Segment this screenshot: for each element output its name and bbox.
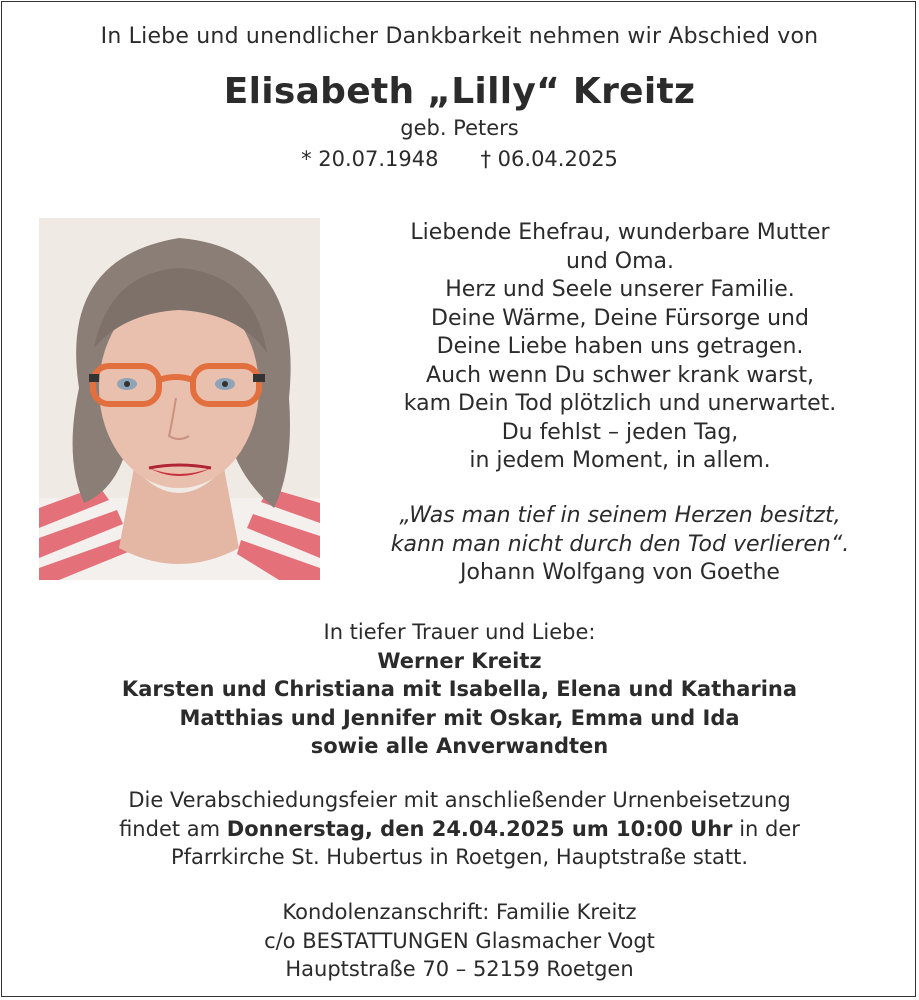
poem-line: Deine Wärme, Deine Fürsorge und (431, 305, 809, 331)
mourner-line: sowie alle Anverwandten (310, 734, 609, 758)
poem-line: und Oma. (565, 248, 675, 274)
intro-text: In Liebe und unendlicher Dankbarkeit nehmen wir Abschied von (100, 24, 819, 49)
poem-line: Auch wenn Du schwer krank warst, (426, 362, 814, 388)
condolence-line: Hauptstraße 70 – 52159 Roetgen (285, 957, 634, 981)
maiden-name: geb. Peters (400, 116, 519, 140)
service-line: Die Verabschiedungsfeier mit anschließender Urnenbeisetzung (128, 788, 791, 812)
mourner-line: Matthias und Jennifer mit Oskar, Emma und Ida (179, 705, 740, 730)
quote-author: Johann Wolfgang von Goethe (460, 560, 780, 585)
service-line (0, 815, 919, 844)
life-dates (0, 147, 919, 171)
quote-line: kann man nicht durch den Tod verlieren“. (390, 531, 850, 557)
service-text: findet am (119, 816, 227, 841)
mourners (0, 618, 919, 761)
deceased-name: Elisabeth „Lilly“ Kreitz (223, 71, 696, 112)
poem-line: kam Dein Tod plötzlich und unerwartet. (403, 391, 837, 416)
mourner-line: Karsten und Christiana mit Isabella, Elena und Katharina (121, 677, 798, 701)
birth-date: * 20.07.1948 (301, 147, 439, 171)
mourners-heading: In tiefer Trauer und Liebe: (323, 620, 596, 644)
poem-line: Deine Liebe haben uns getragen. (436, 334, 804, 359)
funeral-service (0, 786, 919, 872)
service-date: Donnerstag, den 24.04.2025 um 10:00 Uhr (226, 816, 733, 841)
portrait-photo (39, 218, 320, 580)
quote-line: „Was man tief in seinem Herzen besitzt, (399, 503, 841, 528)
goethe-quote (360, 502, 880, 588)
poem-line: Herz und Seele unserer Familie. (445, 277, 795, 302)
poem (360, 219, 880, 476)
poem-line: in jedem Moment, in allem. (469, 448, 771, 473)
death-date: † 06.04.2025 (480, 147, 618, 171)
condolence-address (0, 898, 919, 984)
service-line: Pfarrkirche St. Hubertus in Roetgen, Hauptstraße statt. (170, 845, 749, 869)
poem-line: Du fehlst – jeden Tag, (501, 419, 739, 445)
condolence-line: Kondolenzanschrift: Familie Kreitz (282, 900, 637, 924)
condolence-line: c/o BESTATTUNGEN Glasmacher Vogt (264, 928, 655, 953)
mourner-line: Werner Kreitz (377, 648, 542, 673)
poem-line: Liebende Ehefrau, wunderbare Mutter (410, 220, 830, 245)
service-text: in der (732, 816, 800, 841)
